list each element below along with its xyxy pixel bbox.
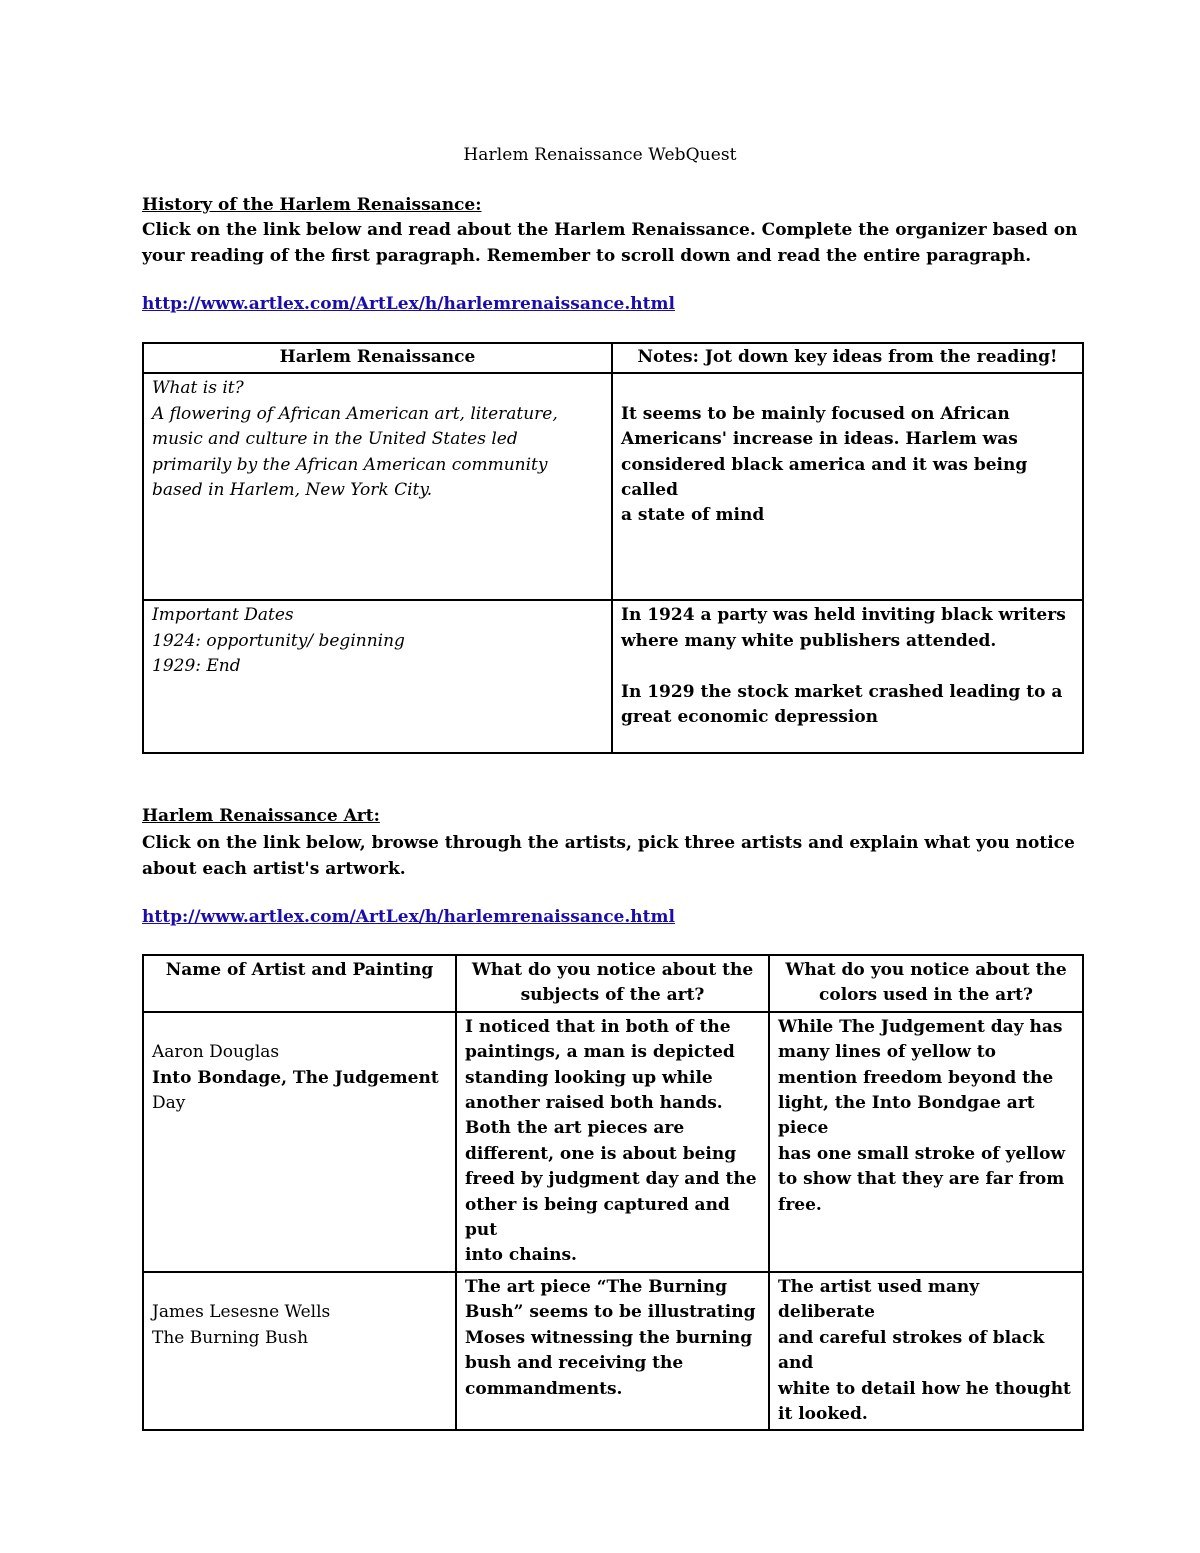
table-row [143, 600, 1083, 753]
cell-line: it looked. [778, 1403, 868, 1424]
cell-line: The art piece “The Burning [465, 1276, 728, 1297]
header-notes: Notes: Jot down key ideas from the reading! [612, 343, 1083, 373]
history-organizer-table [142, 342, 1084, 754]
table-row [143, 373, 1083, 600]
cell-line: white to detail how he thought [778, 1378, 1071, 1399]
header-subjects: What do you notice about the subjects of the art? [456, 955, 769, 1012]
cell-line: mention freedom beyond the [778, 1067, 1054, 1088]
document-title: Harlem Renaissance WebQuest [463, 145, 737, 165]
art-artists-table [142, 954, 1084, 1431]
cell-line: paintings, a man is depicted [465, 1042, 735, 1063]
history-instructions-line: Click on the link below and read about the Harlem Renaissance. Complete the organizer based on [142, 220, 1078, 240]
notes-cell[interactable] [612, 373, 1083, 600]
subjects-cell[interactable] [456, 1012, 769, 1272]
cell-line: considered black america and it was being called [621, 454, 1028, 501]
table-row [143, 1272, 1083, 1430]
cell-line: another raised both hands. [465, 1093, 723, 1114]
cell-line: Moses witnessing the burning [465, 1327, 753, 1348]
cell-line: primarily by the African American community [152, 454, 548, 475]
cell-line: A flowering of African American art, literature, [152, 403, 558, 424]
art-instructions [142, 831, 1082, 882]
cell-line: music and culture in the United States led [152, 429, 518, 450]
colors-cell[interactable] [769, 1272, 1083, 1430]
history-heading: History of the Harlem Renaissance: [142, 195, 482, 215]
history-instructions [142, 218, 1082, 269]
cell-line: commandments. [465, 1378, 623, 1399]
cell-line: Americans' increase in ideas. Harlem was [621, 429, 1018, 450]
cell-line: great economic depression [621, 707, 879, 728]
cell-line: The artist used many deliberate [778, 1276, 980, 1323]
cell-line: based in Harlem, New York City. [152, 480, 433, 501]
artist-cell [143, 1272, 456, 1430]
art-instructions-line: about each artist's artwork. [142, 858, 406, 879]
artist-name: Aaron Douglas [152, 1042, 280, 1063]
notes-cell[interactable] [612, 600, 1083, 753]
cell-line: to show that they are far from [778, 1169, 1065, 1190]
table-row [143, 1012, 1083, 1272]
painting-name: Day [152, 1093, 186, 1114]
art-instructions-line: Click on the link below, browse through the artists, pick three artists and explain what you notice [142, 833, 1075, 853]
table-header-row [143, 343, 1083, 373]
cell-line: While The Judgement day has [778, 1016, 1063, 1037]
artist-name: James Lesesne Wells [152, 1302, 331, 1323]
cell-line: Important Dates [152, 605, 294, 626]
cell-line: where many white publishers attended. [621, 630, 997, 651]
cell-line: Bush” seems to be illustrating [465, 1302, 756, 1323]
history-link[interactable]: http://www.artlex.com/ArtLex/h/harlemrenaissance.html [142, 294, 675, 314]
cell-line: and careful strokes of black and [778, 1327, 1045, 1374]
colors-cell[interactable] [769, 1012, 1083, 1272]
cell-line: What is it? [152, 378, 244, 399]
header-colors: What do you notice about the colors used in the art? [769, 955, 1083, 1012]
history-instructions-line: your reading of the first paragraph. Remember to scroll down and read the entire paragraph. [142, 245, 1032, 266]
cell-line: 1929: End [152, 656, 241, 677]
cell-line: light, the Into Bondgae art piece [778, 1093, 1035, 1139]
header-harlem-renaissance: Harlem Renaissance [143, 343, 612, 373]
cell-line: a state of mind [621, 505, 765, 526]
cell-line: freed by judgment day and the [465, 1169, 757, 1190]
artist-cell [143, 1012, 456, 1272]
painting-name: The Burning Bush [152, 1327, 309, 1348]
cell-line: into chains. [465, 1245, 577, 1266]
cell-line: In 1924 a party was held inviting black writers [621, 605, 1066, 626]
header-artist-painting: Name of Artist and Painting [143, 955, 456, 1012]
cell-line: I noticed that in both of the [465, 1016, 731, 1037]
cell-line: standing looking up while [465, 1067, 713, 1088]
important-dates-cell [143, 600, 612, 753]
subjects-cell[interactable] [456, 1272, 769, 1430]
cell-line: different, one is about being [465, 1143, 737, 1164]
cell-line: bush and receiving the [465, 1353, 684, 1374]
cell-line: In 1929 the stock market crashed leading to a [621, 681, 1063, 702]
cell-line: 1924: opportunity/ beginning [152, 630, 405, 651]
cell-line: It seems to be mainly focused on African [621, 403, 1010, 424]
art-link[interactable]: http://www.artlex.com/ArtLex/h/harlemrenaissance.html [142, 907, 675, 927]
cell-line: many lines of yellow to [778, 1042, 997, 1063]
cell-line: has one small stroke of yellow [778, 1143, 1066, 1164]
painting-name: Into Bondage, The Judgement [152, 1067, 439, 1088]
cell-line: other is being captured and put [465, 1194, 730, 1241]
art-heading: Harlem Renaissance Art: [142, 806, 380, 826]
table-header-row [143, 955, 1083, 1012]
cell-line: Both the art pieces are [465, 1118, 685, 1139]
what-is-it-cell [143, 373, 612, 600]
cell-line: free. [778, 1194, 822, 1215]
